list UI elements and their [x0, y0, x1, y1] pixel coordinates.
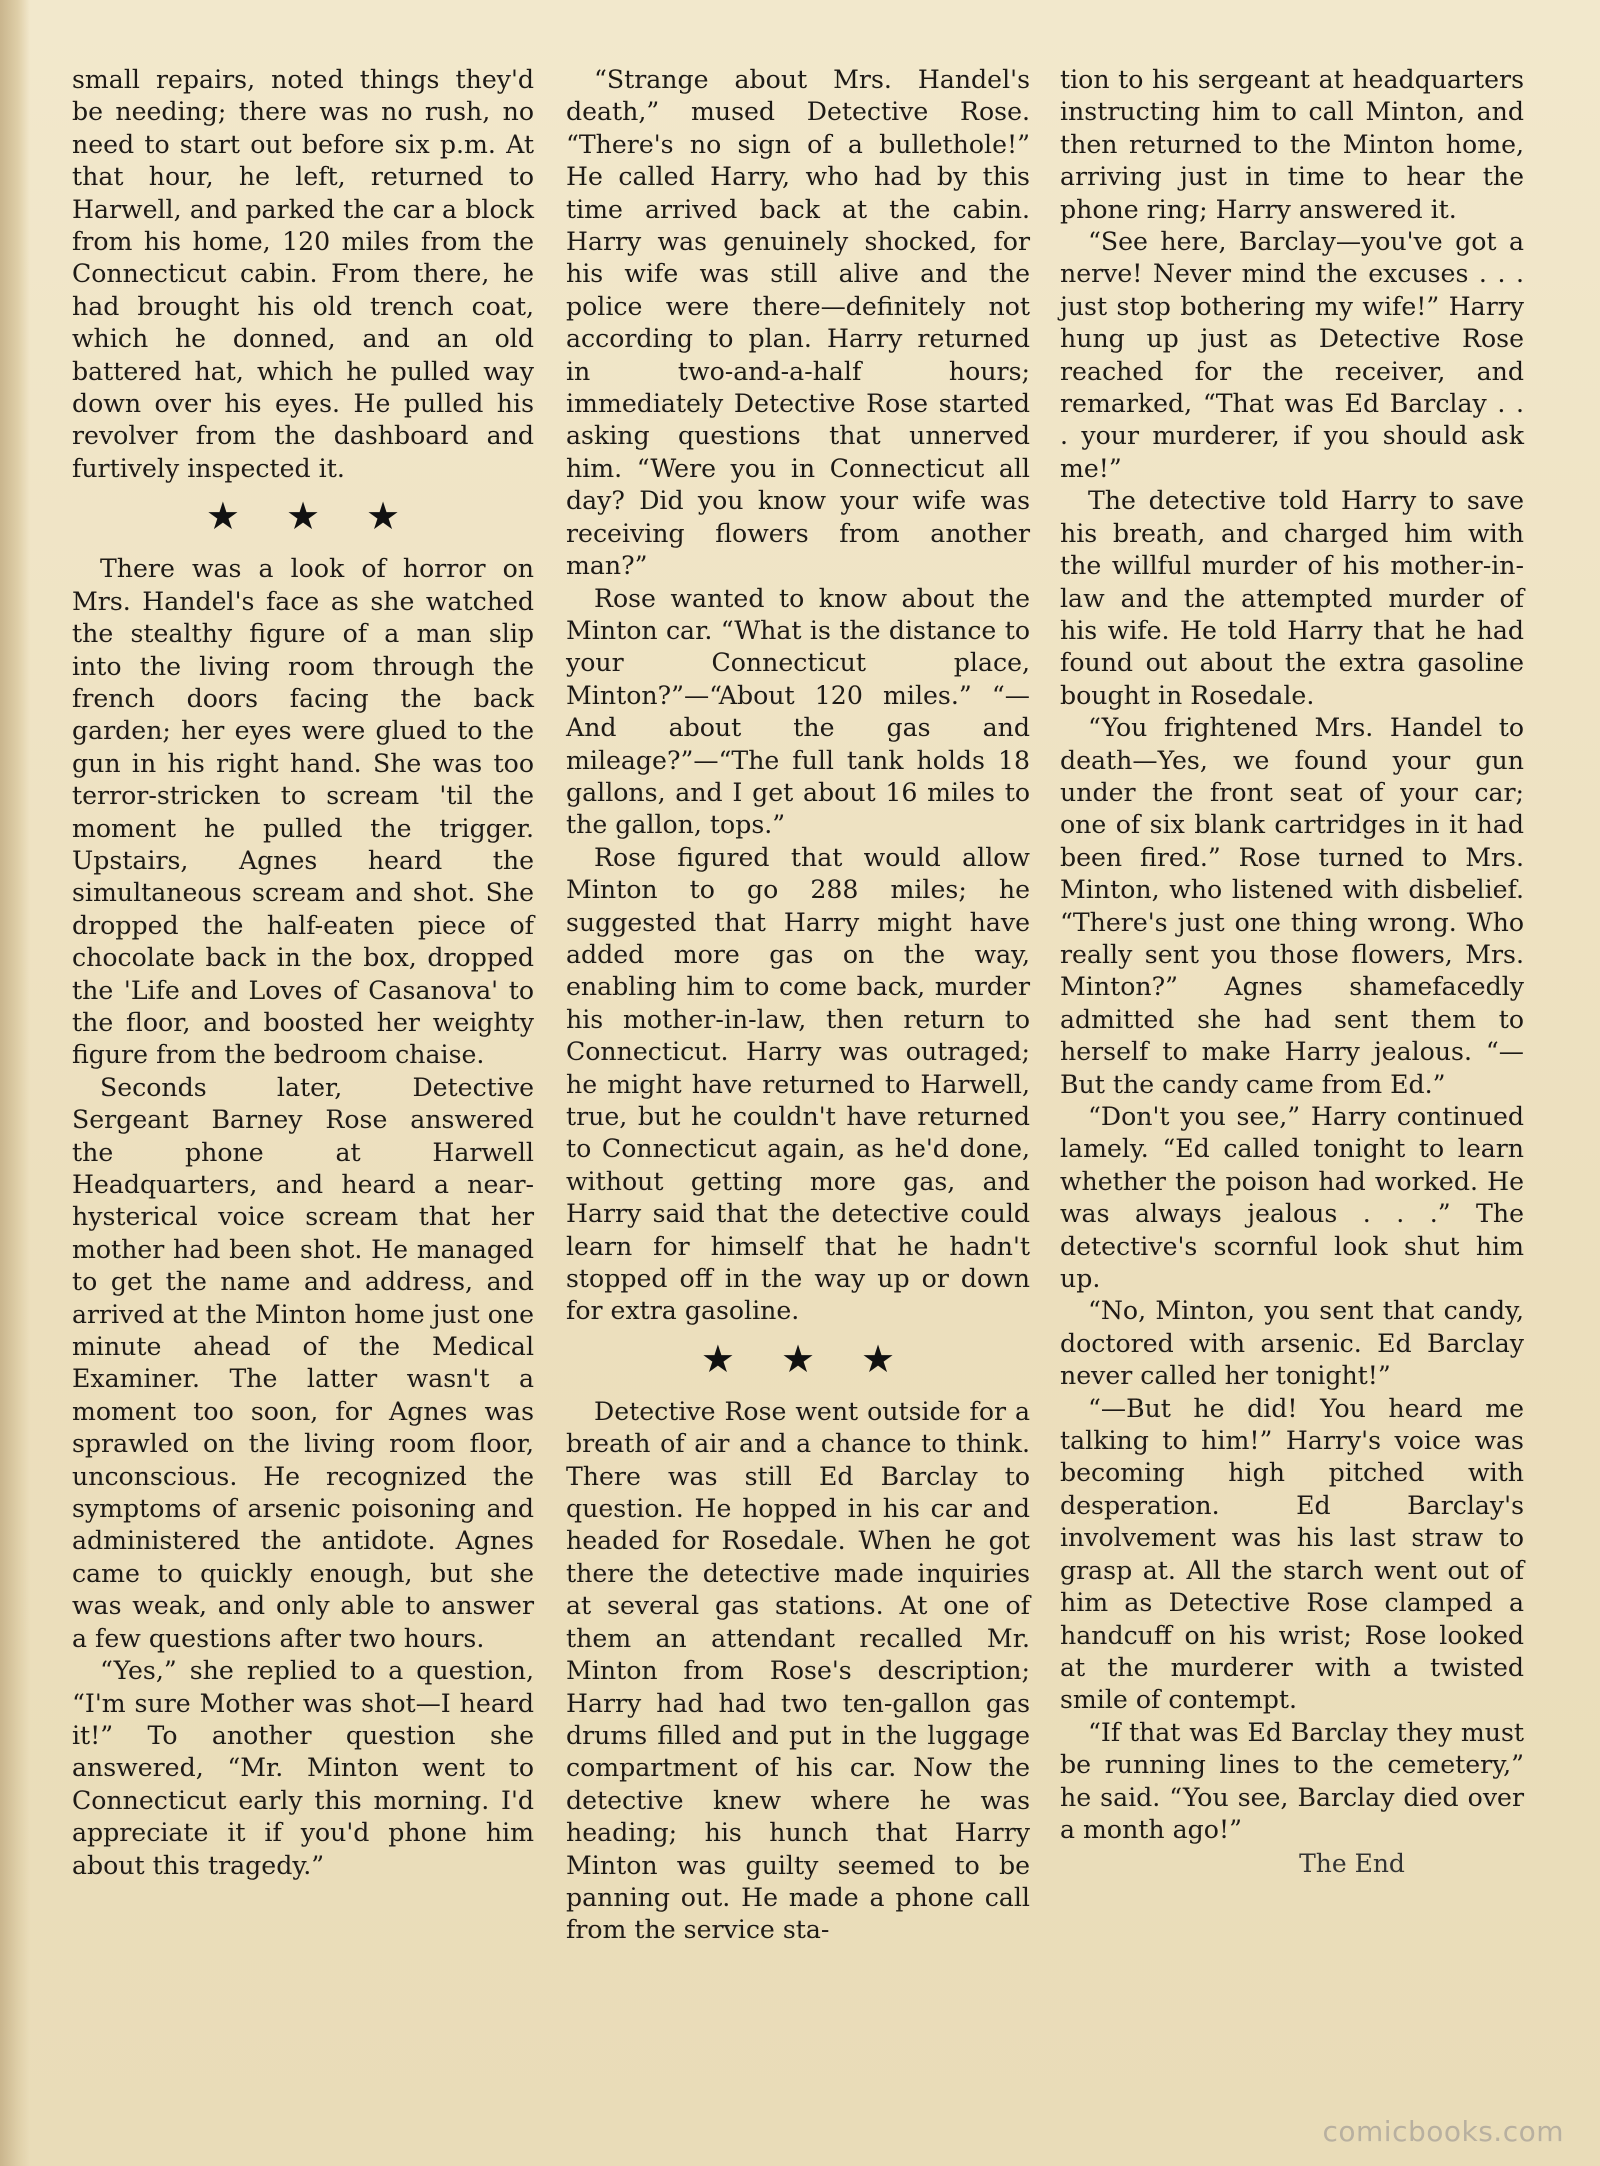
star-icon: ★	[780, 1336, 816, 1381]
page-binding-edge	[0, 0, 30, 2166]
star-icon: ★	[700, 1336, 735, 1381]
star-icon: ★	[366, 494, 401, 539]
paragraph: “Don't you see,” Harry continued lamely. “Ed called tonight to learn whether the poison had worked. He was always jealous . . .” The detective's scornful look shut him up.	[1060, 1102, 1524, 1294]
paragraph: “If that was Ed Barclay they must be running lines to the cemetery,” he said. “You see, Barclay died over a month ago!”	[1060, 1717, 1524, 1844]
star-icon: ★	[285, 494, 321, 539]
paragraph: small repairs, noted things they'd be needing; there was no rush, no need to start out before six p.m. At that hour, he left, returned to Harwell, and parked the car a block from his home, 120 miles from the Connecticut cabin. From there, he had brought his old trench coat, which he donned, and an old battered hat, which he pulled way down over his eyes. He pulled his revolver from the dashboard and furtively inspected it.	[72, 65, 534, 483]
text-column-2	[566, 64, 1030, 1947]
paragraph: Detective Rose went outside for a breath of air and a chance to think. There was still Ed Barclay to question. He hopped in his car and headed for Rosedale. When he got there the detective made inquiries at several gas stations. At one of them an attendant recalled Mr. Minton from Rose's description; Harry had had two ten-gallon gas drums filled and put in the luggage compartment of his car. Now the detective knew where he was heading; his hunch that Harry Minton was guilty seemed to be panning out. He made a phone call from the service sta-	[566, 1396, 1030, 1945]
watermark-text: comicbooks.com	[1322, 2115, 1564, 2148]
paragraph: “Yes,” she replied to a question, “I'm sure Mother was shot—I heard it!” To another question she answered, “Mr. Minton went to Connecticut early this morning. I'd appreciate it if you'd phone him about this tragedy.”	[72, 1656, 534, 1880]
paragraph: tion to his sergeant at headquarters instructing him to call Minton, and then returned to the Minton home, arriving just in time to hear the phone ring; Harry answered it.	[1060, 65, 1524, 224]
paragraph: “See here, Barclay—you've got a nerve! Never mind the excuses . . . just stop bothering my wife!” Harry hung up just as Detective Rose reached for the receiver, and remarked, “That was Ed Barclay . . . your murderer, if you should ask me!”	[1060, 227, 1524, 483]
paragraph: “Strange about Mrs. Handel's death,” mused Detective Rose. “There's no sign of a bullethole!” He called Harry, who had by this time arrived back at the cabin. Harry was genuinely shocked, for his wife was still alive and the police were there—definitely not according to plan. Harry returned in two-and-a-half hours; immediately Detective Rose started asking questions that unnerved him. “Were you in Connecticut all day? Did you know your wife was receiving flowers from another man?”	[566, 65, 1030, 581]
text-column-1	[72, 64, 534, 1882]
text-column-3	[1060, 64, 1524, 1881]
section-break-stars	[72, 494, 534, 539]
paragraph: Seconds later, Detective Sergeant Barney Rose answered the phone at Harwell Headquarters, and heard a near-hysterical voice scream that her mother had been shot. He managed to get the name and address, and arrived at the Minton home just one minute ahead of the Medical Examiner. The latter wasn't a moment too soon, for Agnes was sprawled on the living room floor, unconscious. He recognized the symptoms of arsenic poisoning and administered the antidote. Agnes came to quickly enough, but she was weak, and only able to answer a few questions after two hours.	[72, 1072, 534, 1653]
paragraph: There was a look of horror on Mrs. Handel's face as she watched the stealthy figure of a man slip into the living room through the french doors facing the back garden; her eyes were glued to the gun in his right hand. She was too terror-stricken to scream 'til the moment he pulled the trigger. Upstairs, Agnes heard the simultaneous scream and shot. She dropped the half-eaten piece of chocolate back in the box, dropped the 'Life and Loves of Casanova' to the floor, and boosted her weighty figure from the bedroom chaise.	[72, 554, 534, 1070]
section-break-stars	[566, 1336, 1030, 1381]
paragraph: Rose figured that would allow Minton to go 288 miles; he suggested that Harry might have added more gas on the way, enabling him to come back, murder his mother-in-law, then return to Connecticut. Harry was outraged; he might have returned to Harwell, true, but he couldn't have returned to Connecticut again, as he'd done, without getting more gas, and Harry said that the detective could learn for himself that he hadn't stopped off in the way up or down for extra gasoline.	[566, 842, 1030, 1326]
paragraph: Rose wanted to know about the Minton car. “What is the distance to your Connecticut place, Minton?”—“About 120 miles.” “—And about the gas and mileage?”—“The full tank holds 18 gallons, and I get about 16 miles to the gallon, tops.”	[566, 583, 1030, 840]
star-icon: ★	[861, 1336, 896, 1381]
story-end-label: The End	[1299, 1849, 1405, 1879]
paragraph: The detective told Harry to save his breath, and charged him with the willful murder of his mother-in-law and the attempted murder of his wife. He told Harry that he had found out about the extra gasoline bought in Rosedale.	[1060, 486, 1524, 710]
paragraph: “No, Minton, you sent that candy, doctored with arsenic. Ed Barclay never called her tonight!”	[1060, 1296, 1524, 1391]
paragraph: “—But he did! You heard me talking to him!” Harry's voice was becoming high pitched with desperation. Ed Barclay's involvement was his last straw to grasp at. All the starch went out of him as Detective Rose clamped a handcuff on his wrist; Rose looked at the murderer with a twisted smile of contempt.	[1060, 1393, 1524, 1715]
paragraph: “You frightened Mrs. Handel to death—Yes, we found your gun under the front seat of your car; one of six blank cartridges in it had been fired.” Rose turned to Mrs. Minton, who listened with disbelief. “There's just one thing wrong. Who really sent you those flowers, Mrs. Minton?” Agnes shamefacedly admitted she had sent them to herself to make Harry jealous. “—But the candy came from Ed.”	[1060, 713, 1524, 1099]
star-icon: ★	[205, 494, 240, 539]
